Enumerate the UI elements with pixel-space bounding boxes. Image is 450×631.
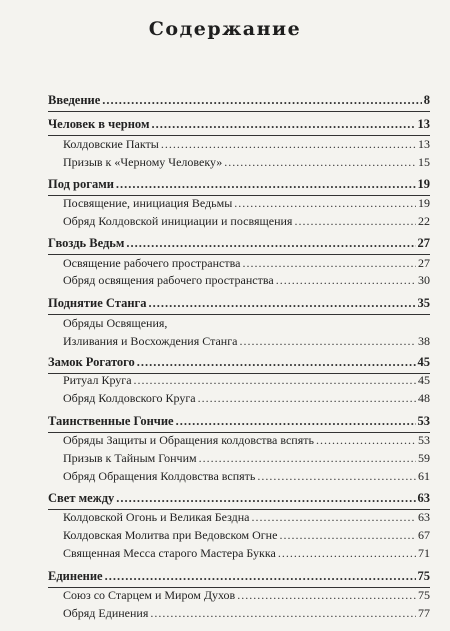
toc-page: 13 [418, 137, 430, 151]
dot-leader [105, 569, 416, 584]
toc-label: Обряды Защиты и Обращения колдовства вспять [63, 433, 314, 447]
toc-subitem[interactable] [63, 155, 430, 173]
toc-label: Обряды Освящения, [63, 316, 168, 330]
toc-label: Введение [48, 93, 101, 107]
toc-label: Свет между [48, 491, 115, 505]
toc-page: 30 [418, 273, 430, 287]
toc-chapter[interactable] [48, 236, 430, 255]
toc-page: 45 [417, 355, 430, 369]
toc-label: Колдовской Огонь и Великая Бездна [63, 510, 250, 524]
toc-chapter[interactable] [48, 177, 430, 196]
toc-label: Союз со Старцем и Миром Духов [63, 588, 236, 602]
dot-leader [198, 391, 416, 406]
toc-page: 27 [418, 256, 430, 270]
toc-page: 71 [418, 546, 430, 560]
toc-label: Обряд освящения рабочего пространства [63, 273, 274, 287]
dot-leader [279, 528, 416, 543]
toc-chapter[interactable] [48, 355, 430, 374]
dot-leader [116, 177, 416, 192]
toc-subitem[interactable] [63, 588, 430, 606]
toc-label: Посвящение, инициация Ведьмы [63, 196, 233, 210]
dot-leader [148, 296, 415, 311]
toc-chapter[interactable] [48, 414, 430, 433]
toc-page: 53 [418, 433, 430, 447]
toc-label: Замок Рогатого [48, 355, 135, 369]
toc-label: Обряд Колдовской инициации и посвящения [63, 214, 293, 228]
toc-page: 77 [418, 606, 430, 620]
toc-page: 13 [417, 117, 430, 131]
toc-label: Призыв к Тайным Гончим [63, 451, 197, 465]
toc-subitem[interactable] [63, 373, 430, 391]
toc-page: 63 [417, 491, 430, 505]
toc-subitem[interactable] [63, 469, 430, 487]
dot-leader [126, 236, 415, 251]
toc-label: Поднятие Станга [48, 296, 147, 310]
toc-page: 27 [417, 236, 430, 250]
toc-page: 19 [417, 177, 430, 191]
dot-leader [278, 546, 416, 561]
toc-subitem[interactable] [63, 196, 430, 214]
toc-page: 67 [418, 528, 430, 542]
toc-page: 48 [418, 391, 430, 405]
toc-page: 45 [418, 373, 430, 387]
toc-subitem[interactable] [63, 433, 430, 451]
toc-chapter[interactable] [48, 117, 430, 136]
dot-leader [237, 588, 416, 603]
dot-leader [137, 355, 416, 370]
toc-page: 75 [417, 569, 430, 583]
toc-subitem[interactable] [63, 528, 430, 546]
dot-leader [257, 469, 416, 484]
toc-label: Колдовская Молитва при Ведовском Огне [63, 528, 278, 542]
toc-subitem[interactable] [63, 391, 430, 409]
dot-leader [294, 214, 416, 229]
toc-page: 61 [418, 469, 430, 483]
dot-leader [150, 606, 416, 621]
toc-page: 22 [418, 214, 430, 228]
dot-leader [199, 451, 416, 466]
dot-leader [252, 510, 417, 525]
toc-page: 63 [418, 510, 430, 524]
dot-leader [176, 414, 416, 429]
toc-page: 38 [418, 334, 430, 348]
dot-leader [316, 433, 416, 448]
toc-label: Под рогами [48, 177, 114, 191]
toc-subitem[interactable] [63, 606, 430, 624]
toc-intro[interactable] [48, 93, 430, 112]
toc-label: Колдовские Пакты [63, 137, 159, 151]
toc-page: 53 [417, 414, 430, 428]
dot-leader [116, 491, 415, 506]
dot-leader [234, 196, 416, 211]
page-title: Содержание [148, 18, 302, 40]
toc-label: Обряд Обращения Колдовства вспять [63, 469, 256, 483]
toc-page: 8 [423, 93, 430, 107]
toc-page: 59 [418, 451, 430, 465]
toc-subitem[interactable] [63, 316, 430, 352]
toc-label: Единение [48, 569, 103, 583]
toc-subitem[interactable] [63, 214, 430, 232]
toc-label: Священная Месса старого Мастера Букка [63, 546, 276, 560]
toc-label: Ритуал Круга [63, 373, 132, 387]
toc-subitem[interactable] [63, 137, 430, 155]
toc-label: Таинственные Гончие [48, 414, 174, 428]
toc-subitem[interactable] [63, 451, 430, 469]
toc-label: Освящение рабочего пространства [63, 256, 241, 270]
toc-label: Обряд Единения [63, 606, 149, 620]
toc-subitem[interactable] [63, 546, 430, 564]
toc-page: 15 [418, 155, 430, 169]
toc-subitem[interactable] [63, 256, 430, 274]
toc-label: Призыв к «Черному Человеку» [63, 155, 223, 169]
toc-label: Человек в черном [48, 117, 150, 131]
toc-page: 35 [417, 296, 430, 310]
toc-label: Гвоздь Ведьм [48, 236, 125, 250]
toc-page: 75 [418, 588, 430, 602]
dot-leader [224, 155, 416, 170]
toc-label: Обряд Колдовского Круга [63, 391, 196, 405]
dot-leader [239, 334, 416, 349]
dot-leader [161, 137, 416, 152]
dot-leader [242, 256, 416, 271]
dot-leader [151, 117, 415, 132]
dot-leader [276, 273, 416, 288]
dot-leader [102, 93, 421, 108]
toc-chapter[interactable] [48, 491, 430, 510]
toc-chapter[interactable] [48, 569, 430, 588]
toc-subitem[interactable] [63, 273, 430, 291]
dot-leader [134, 373, 416, 388]
toc-label-continued: Изливания и Восхождения Станга [63, 334, 238, 348]
toc-chapter[interactable] [48, 296, 430, 315]
toc-page: 19 [418, 196, 430, 210]
toc-subitem[interactable] [63, 510, 430, 528]
